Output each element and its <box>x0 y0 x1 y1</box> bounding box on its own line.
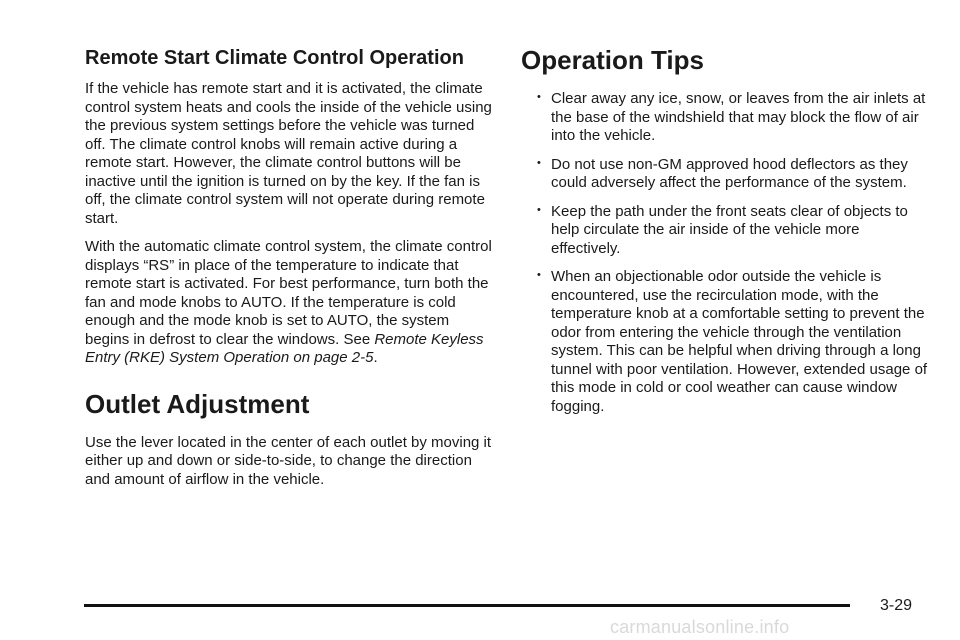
tip-text: Clear away any ice, snow, or leaves from the air inlets at the base of the windshield that may block the flow of air into the vehicle. <box>551 90 926 144</box>
list-item <box>521 156 931 193</box>
list-item <box>521 268 931 416</box>
rke-cross-reference-link[interactable]: Remote Keyless Entry (RKE) System Operation on page 2-5 <box>85 330 484 366</box>
bullet-icon: • <box>537 269 541 281</box>
bullet-icon: • <box>537 91 541 103</box>
site-watermark: carmanualsonline.info <box>610 617 790 637</box>
bullet-icon: • <box>537 203 541 216</box>
outlet-adjustment-heading: Outlet Adjustment <box>85 388 310 419</box>
bullet-icon: • <box>537 156 541 169</box>
remote-start-paragraph-2 <box>85 238 495 368</box>
operation-tips-heading: Operation Tips <box>521 45 704 75</box>
remote-start-heading: Remote Start Climate Control Operation <box>85 47 464 69</box>
right-column <box>521 40 931 426</box>
remote-start-paragraph-1: If the vehicle has remote start and it is activated, the climate control system heats and cools the inside of the vehicle using the previous system settings before the vehicle was turned off. The climate control knobs will remain active during a remote start. However, the climate control buttons will be inactive until the ignition is turned on by the key. If the fan is off, the climate control system will not operate during remote start. <box>85 80 492 227</box>
page-number: 3-29 <box>880 597 913 614</box>
outlet-adjustment-paragraph: Use the lever located in the center of each outlet by moving it either up and down or side-to-side, to change the direction and amount of airflow in the vehicle. <box>85 433 492 488</box>
list-item <box>521 90 931 146</box>
footer-rule <box>84 604 850 607</box>
tip-text: Keep the path under the front seats clear of objects to help circulate the air inside of the vehicle more effectively. <box>551 202 908 257</box>
tip-text: Do not use non-GM approved hood deflectors as they could adversely affect the performance of the system. <box>551 155 908 191</box>
list-item <box>521 203 931 259</box>
remote-start-paragraph-2-end: . <box>373 349 378 366</box>
remote-start-paragraph-2-text: With the automatic climate control system, the climate control displays “RS” in place of the temperature to indicate that remote start is activated. For best performance, turn both the fan and mode knobs to AUTO. If the temperature is cold enough and the mode knob is set to AUTO, the system begins in defrost to clear the windows. See <box>85 238 492 348</box>
left-column <box>85 40 495 499</box>
operation-tips-list <box>521 90 931 416</box>
tip-text: When an objectionable odor outside the vehicle is encountered, use the recirculation mode, with the temperature knob at a comfortable setting to prevent the odor from entering the vehicle through the ventilation system. This can be helpful when driving through a long tunnel with poor ventilation. However, extended usage of this mode in cold or cool weather can cause window fogging. <box>551 268 928 415</box>
